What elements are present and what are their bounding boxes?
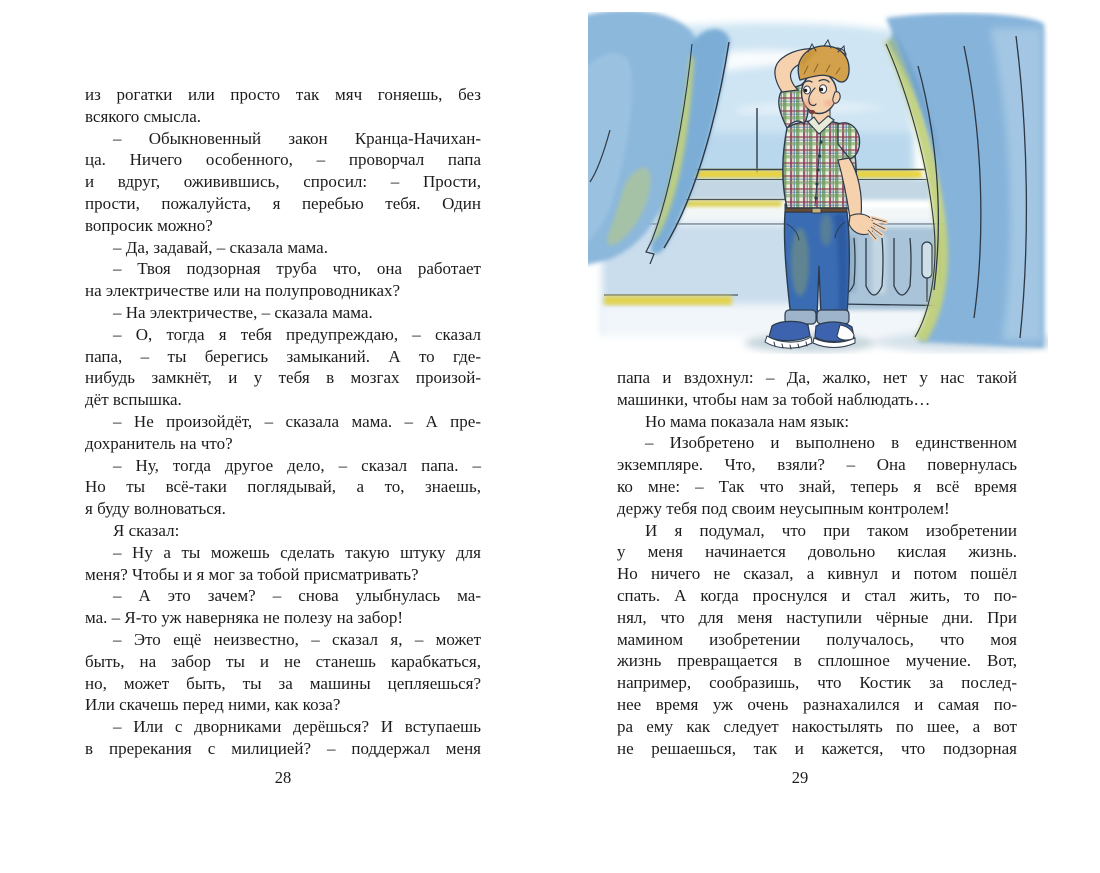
text-line: я буду волноваться. <box>85 499 226 519</box>
text-line: у меня начинается довольно кислая жизнь. <box>617 542 1017 562</box>
text-line: например, сообразишь, что Костик за послед- <box>617 673 1017 693</box>
text-line: из рогатки или просто так мяч гоняешь, без <box>85 85 481 104</box>
text-line: держу тебя под своим неусыпным контролем! <box>617 498 950 518</box>
text-line: – Или с дворниками дерёшься? И вступаешь <box>113 717 481 737</box>
text-line: нибудь замкнёт, и у тебя в мозгах произой- <box>85 368 481 388</box>
text-line: меня? Чтобы и я мог за тобой присматривать? <box>85 564 419 584</box>
text-line: ра ему как следует накостылять по шее, а вот <box>617 716 1017 736</box>
text-line: папа, – ты берегись замыканий. А то где- <box>85 346 481 366</box>
text-line: – Обыкновенный закон Кранца-Начихан- <box>113 128 481 148</box>
text-line: вопросик можно? <box>85 215 213 235</box>
boy-at-window-illustration <box>588 12 1048 356</box>
text-line: – Да, задавай, – сказала мама. <box>113 237 328 257</box>
text-line: нял, что для меня наступили чёрные дни. При <box>617 607 1017 627</box>
text-line: ко мне: – Так что знай, теперь я всё время <box>617 476 1017 496</box>
text-line: дохранитель на что? <box>85 433 233 453</box>
text-line: – Изобретено и выполнено в единственном <box>645 433 1017 453</box>
text-line: – А это зачем? – снова улыбнулась ма- <box>113 586 481 606</box>
text-line: не решаешься, так и кажется, что подзорная <box>617 738 1017 758</box>
text-line: на электричестве или на полупроводниках? <box>85 281 401 301</box>
text-line: машинки, чтобы нам за тобой наблюдать… <box>617 389 931 409</box>
text-line: – О, тогда я тебя предупреждаю, – сказал <box>113 324 481 344</box>
right-page-number: 29 <box>791 768 809 787</box>
text-line: – Твоя подзорная труба что, она работает <box>113 259 481 279</box>
text-line: нее время уж очень разнахалился и самая по- <box>617 694 1017 714</box>
text-line: мамином изобретении получалось, что моя <box>617 629 1017 649</box>
text-line: Но мама показала нам язык: <box>645 411 850 431</box>
text-line: всякого смысла. <box>85 106 202 126</box>
text-line: жизнь превращается в сплошное мучение. Вот, <box>617 651 1017 671</box>
text-line: прости, пожалуйста, я перебью тебя. Один <box>85 193 481 213</box>
text-line: – Ну, тогда другое дело, – сказал папа. – <box>113 455 481 475</box>
text-line: – Ну а ты можешь сделать такую штуку для <box>113 542 481 562</box>
text-line: Или скачешь перед ними, как коза? <box>85 695 341 715</box>
text-line: и вдруг, оживившись, спросил: – Прости, <box>85 172 481 192</box>
text-line: ца. Ничего особенного, – проворчал папа <box>85 150 481 170</box>
text-line: Но ты всё-таки поглядывай, а то, знаешь, <box>85 477 481 497</box>
text-line: И я подумал, что при таком изобретении <box>645 520 1017 540</box>
text-line: в пререкания с милицией? – поддержал меня <box>85 738 481 758</box>
text-line: экземпляре. Что, взяли? – Она повернулась <box>617 455 1017 475</box>
text-line: ма. – Я-то уж наверняка не полезу на забор! <box>85 608 404 628</box>
left-page-text <box>85 84 481 760</box>
text-line: – Это ещё неизвестно, – сказал я, – может <box>113 629 481 649</box>
text-line: – На электричестве, – сказала мама. <box>113 302 373 322</box>
text-line: папа и вздохнул: – Да, жалко, нет у нас такой <box>617 368 1017 387</box>
text-line: – Не произойдёт, – сказала мама. – А пре- <box>113 411 481 431</box>
right-page-text <box>617 367 1017 759</box>
text-line: но, может быть, ты за машины цепляешься? <box>85 673 481 693</box>
text-line: Но ничего не сказал, а кивнул и потом пошёл <box>617 564 1017 584</box>
left-page-number: 28 <box>274 768 292 787</box>
text-line: дёт вспышка. <box>85 390 182 410</box>
text-line: спать. А когда проснулся и стал жить, то по- <box>617 585 1017 605</box>
text-line: быть, на забор ты и не станешь карабкаться, <box>85 651 481 671</box>
text-line: Я сказал: <box>113 520 180 540</box>
